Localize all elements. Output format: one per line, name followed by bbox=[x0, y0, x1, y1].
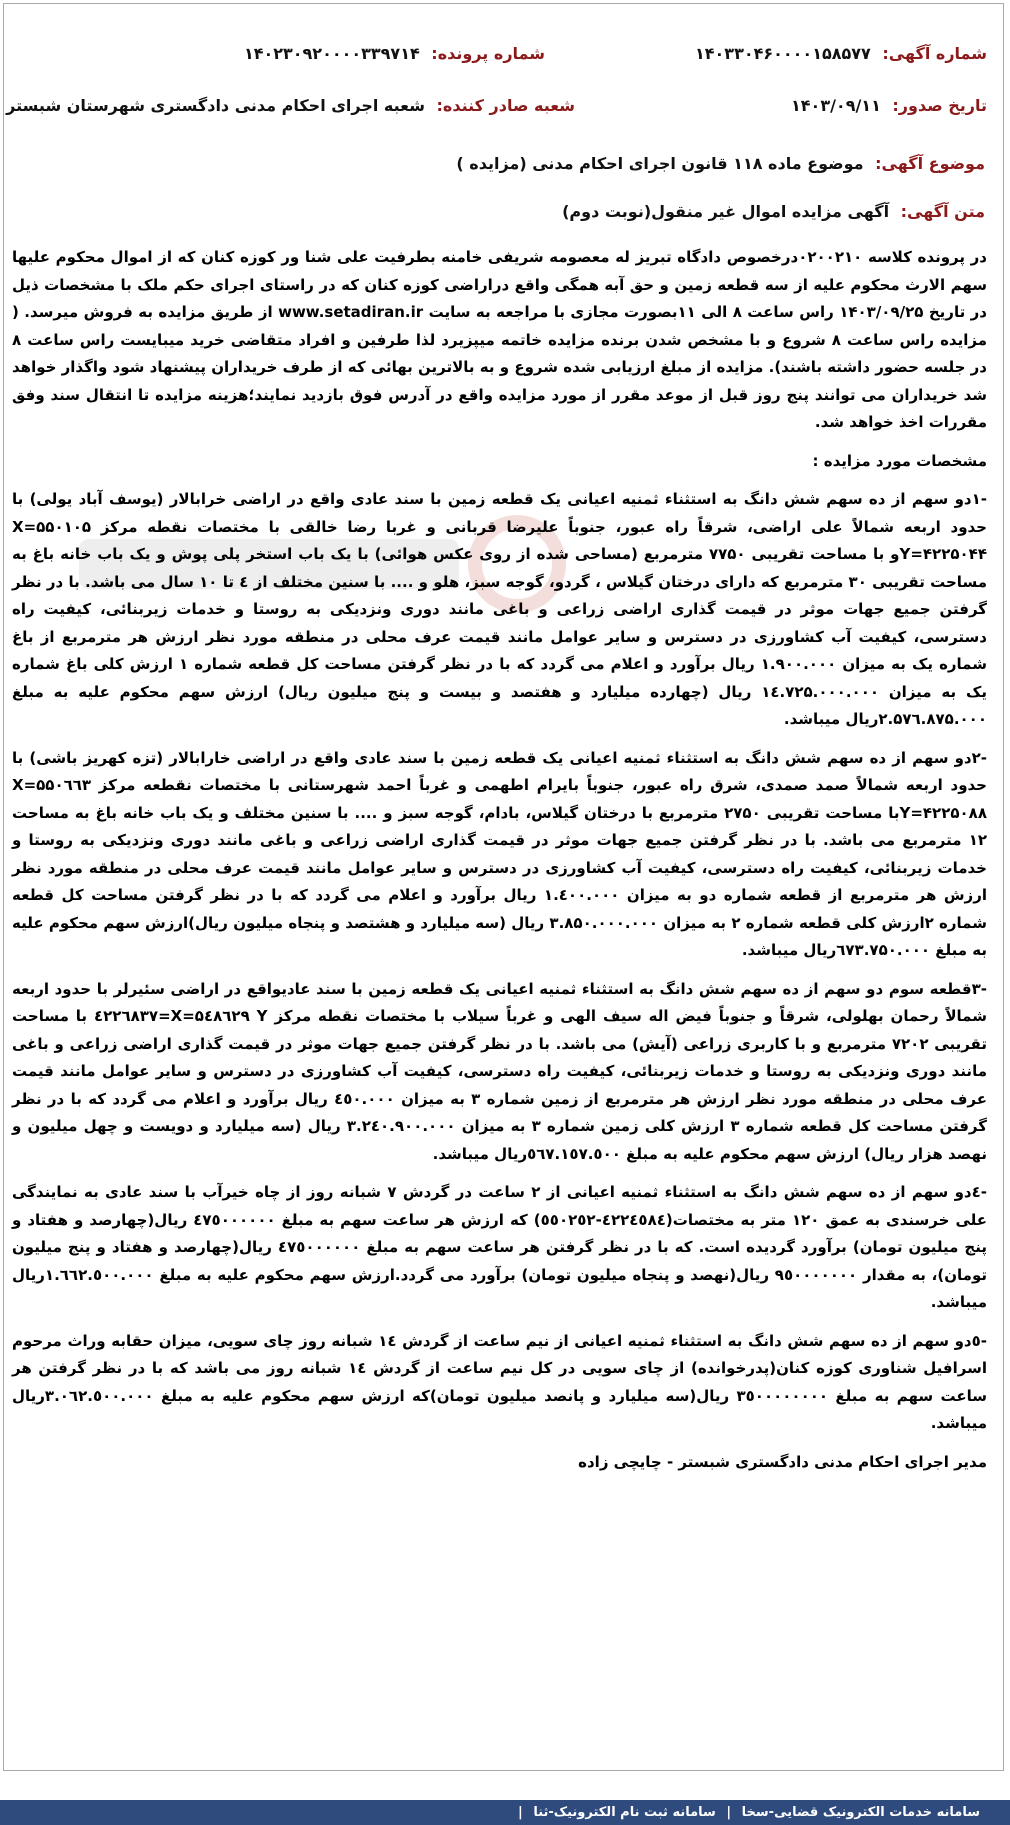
footer-bar bbox=[0, 1800, 1010, 1825]
notice-body bbox=[12, 244, 987, 1476]
case-number-value: ۱۴۰۲۳۰۹۲۰۰۰۰۳۳۹۷۱۴ bbox=[243, 44, 420, 63]
ad-number-field bbox=[695, 44, 987, 63]
signature-line: مدیر اجرای احکام مدنی دادگستری شبستر - چایچی زاده bbox=[578, 1452, 987, 1471]
auction-item-2: -۲دو سهم از ده سهم شش دانگ به استثناء ثمنیه اعیانی یک قطعه زمین با سند عادی واقع در اراضی خارابالار (تزه کهریز باشی) با حدود اربعه شمالاً صمد صمدی، شرق راه عبور، جنوباً بایرام اطهمی و غرباً احمد شهرستانی با مختصات نقطعه مرکز X=۵۵۰٦٦۳ Y=۴۲۲۵۰۸۸با مساحت تقریبی ۲۷۵۰ مترمربع با درختان گیلاس، بادام، گوجه سبز و .... با سنین مختلف و یک باب خانه باغ به مساحت ۱۲ مترمربع می باشد. با در نظر گرفتن جمیع جهات موثر در قیمت گذاری اراضی زراعی و باغی مانند دوری ونزدیکی به روستا و خدمات زیربنائی، کیفیت راه دسترسی، کیفیت آب کشاورزی در دسترس و سایر عوامل مانند قیمت عرف محلی در منطقه مورد نظر ارزش هر مترمربع از قطعه شماره دو به میزان ۱.٤۰۰.۰۰۰ ریال برآورد و اعلام می گردد که با در نظر گرفتن مساحت کل قطعه شماره ۲ارزش کلی قطعه شماره ۲ به میزان ۳.۸۵۰.۰۰۰.۰۰۰ ریال (سه میلیارد و هشتصد و پنجاه میلیون ریال)ارزش سهم محکوم علیه به مبلغ ٦۷۳.۷۵۰.۰۰۰ریال میباشد. bbox=[12, 748, 987, 959]
case-number-label: شماره پرونده: bbox=[431, 44, 545, 63]
issue-date-field bbox=[791, 96, 987, 115]
subject-value: موضوع ماده ۱۱۸ قانون اجرای احکام مدنی (مزایده ) bbox=[456, 154, 864, 173]
footer-link-sakha[interactable]: سامانه خدمات الکترونیک قضایی-سخا bbox=[741, 1805, 980, 1820]
ad-text-label: متن آگهی: bbox=[900, 202, 985, 221]
ad-number-label: شماره آگهی: bbox=[882, 44, 987, 63]
subject-label: موضوع آگهی: bbox=[875, 154, 985, 173]
footer-separator: | bbox=[726, 1805, 732, 1820]
issue-date-value: ۱۴۰۳/۰۹/۱۱ bbox=[791, 96, 881, 115]
specs-heading: مشخصات مورد مزایده : bbox=[812, 451, 987, 470]
subject-line bbox=[456, 154, 985, 173]
auction-item-1: -۱دو سهم از ده سهم شش دانگ به استثناء ثمنیه اعیانی یک قطعه زمین با سند عادی واقع در اراضی خرابالار (یوسف آباد یولی) با حدود اربعه شمالاً علی اراضی، شرقاً راه عبور، جنوباً علیرضا قربانی و غربا رضا خالقی با مختصات نقطه مرکز X=۵۵۰۱۰۵ Y=۴۲۲۵۰۴۴و با مساحت تقریبی ۷۷۵۰ مترمربع (مساحی شده از روی عکس هوائی) با یک باب استخر پلی پوش و یک باب خانه باغ به مساحت تقریبی ۳۰ مترمربع که دارای درختان گیلاس ، گردو، گوجه سبز، هلو و .... با سنین مختلف از ٤ تا ۱۰ سال می باشد. با در نظر گرفتن جمیع جهات موثر در قیمت گذاری اراضی زراعی و باغی مانند دوری ونزدیکی به روستا و خدمات زیربنائی، کیفیت راه دسترسی، کیفیت آب کشاورزی در دسترس و سایر عوامل مانند قیمت عرف محلی در منطقه مورد نظر ارزش هر مترمربع از باغ شماره یک به میزان ۱.۹۰۰.۰۰۰ ریال برآورد و اعلام می گردد که با در نظر گرفتن مساحت کل قطعه شماره ۱ ارزش کلی باغ شماره یک به میزان ۱٤.۷۲۵.۰۰۰.۰۰۰ ریال (چهارده میلیارد و هفتصد و بیست و پنج میلیون ریال) ارزش سهم محکوم علیه به مبلغ ۲.۵۷٦.۸۷۵.۰۰۰ریال میباشد. bbox=[12, 490, 987, 728]
ad-text-title: آگهی مزایده اموال غیر منقول(نوبت دوم) bbox=[562, 202, 890, 221]
issuer-label: شعبه صادر کننده: bbox=[436, 96, 575, 115]
intro-paragraph: در پرونده کلاسه ۰۲۰۰۲۱۰درخصوص دادگاه تبریز له معصومه شریفی خامنه بطرفیت علی شنا ور کوزه کنان که از اموال محکوم علیها سهم الارث محکوم علیه از سه قطعه زمین و حق آبه همگی واقع دراراضی کوزه کنان که در راستای اجرای حکم ملک با مشخصات ذیل در تاریخ ۱۴۰۳/۰۹/۲۵ راس ساعت ۸ الی ۱۱بصورت مجازی با مراجعه به سایت www.setadiran.ir از طریق مزایده به فروش میرسد. ( مزایده راس ساعت ۸ شروع و با مشخص شدن برنده مزایده خاتمه میپزیرد لذا طرفین و افراد متقاضی خرید میبایست راس ساعت ۸ در جلسه حضور داشته باشند). مزایده از مبلغ ارزیابی شده شروع و به بالاترین بهائی که از طرف خریداران پیشنهاد شود واگذار خواهد شد خریداران می توانند پنج روز قبل از موعد مقرر از مورد مزایده واقع در آدرس فوق بازدید نمایند؛هزینه مزایده تا انتقال سند وفق مقررات اخذ خواهد شد. bbox=[12, 248, 987, 431]
ad-number-value: ۱۴۰۳۳۰۴۶۰۰۰۰۱۵۸۵۷۷ bbox=[695, 44, 871, 63]
issuer-value: شعبه اجرای احکام مدنی دادگستری شهرستان شبستر bbox=[6, 96, 425, 115]
auction-item-3: -۳قطعه سوم دو سهم از ده سهم شش دانگ به استثناء ثمنیه اعیانی یک قطعه زمین با سند عادیواقع در اراضی سئیرلر با حدود اربعه شمالاً رحمان بهلولی، شرقاً و جنوباً فیض اله سیف الهی و غرباً سیلاب با مختصات نقطه مرکز X=۵٤۸٦۲۹ Y=٤۲۲٦۸۳۷ با مساحت تقریبی ۷۲۰۲ مترمربع و با کاربری زراعی (آیش) می باشد. با در نظر گرفتن جمیع جهات موثر در قیمت گذاری اراضی زراعی و باغی مانند دوری ونزدیکی به روستا و خدمات زیربنائی، کیفیت راه دسترسی، کیفیت آب کشاورزی در دسترس و سایر عوامل مانند قیمت عرف محلی در منطقه مورد نظر ارزش هر مترمربع از زمین شماره ۳ به میزان ٤٥۰.۰۰۰ ریال برآورد و اعلام می گردد که با در نظر گرفتن مساحت کل قطعه شماره ۳ ارزش کلی زمین شماره ۳ به میزان ۳.۲٤۰.۹۰۰.۰۰۰ ریال (سه میلیارد و دویست و چهل میلیون و نهصد هزار ریال) ارزش سهم محکوم علیه به مبلغ ٥٦۷.۱٥۷.٥۰۰ریال میباشد. bbox=[12, 979, 987, 1163]
auction-item-5: -٥دو سهم از ده سهم شش دانگ به استثناء ثمنیه اعیانی از نیم ساعت از گردش ۱٤ شبانه روز چای سویی، میزان حقابه وراث مرحوم اسرافیل شناوری کوزه کنان(پدرخوانده) از چای سویی در کل نیم ساعت از گردش ۱٤ شبانه روز می باشد که با در نظر گرفتن هر ساعت سهم به مبلغ ۳٥۰۰۰۰۰۰۰۰ ریال(سه میلیارد و پانصد میلیون تومان)که ارزش سهم محکوم علیه به مبلغ ۳.۰٦۲.٥۰۰.۰۰۰ریال میباشد. bbox=[12, 1331, 987, 1432]
footer-link-sana[interactable]: سامانه ثبت نام الکترونیک-ثنا bbox=[533, 1805, 716, 1820]
case-number-field bbox=[244, 44, 545, 63]
ad-text-title-line bbox=[562, 202, 985, 221]
auction-item-4: -٤دو سهم از ده سهم شش دانگ به استثناء ثمنیه اعیانی از ۲ ساعت در گردش ۷ شبانه روز از چاه خیرآب با سند عادی به نمایندگی علی خرسندی به عمق ۱۲۰ متر به مختصات(٤۲۲٤٥۸٤-٥٥۰۲٥۲) که ارزش هر ساعت سهم به مبلغ ٤۷٥۰۰۰۰۰۰ ریال(چهارصد و هفتاد و پنج میلیون تومان) برآورد گردیده است. که با در نظر گرفتن هر ساعت سهم به مبلغ ٤۷٥۰۰۰۰۰۰ ریال(چهارصد و هفتاد و پنج میلیون تومان)، به مقدار ۹٥۰۰۰۰۰۰۰ ریال(نهصد و پنجاه میلیون تومان) برآورد می گردد.ارزش سهم محکوم علیه به مبلغ ۱.٦٦۲.٥۰۰.۰۰۰ریال میباشد. bbox=[12, 1183, 988, 1311]
notice-page bbox=[3, 3, 1004, 1771]
issuer-field bbox=[6, 96, 575, 115]
footer-separator-end: | bbox=[518, 1805, 523, 1820]
issue-date-label: تاریخ صدور: bbox=[892, 96, 987, 115]
